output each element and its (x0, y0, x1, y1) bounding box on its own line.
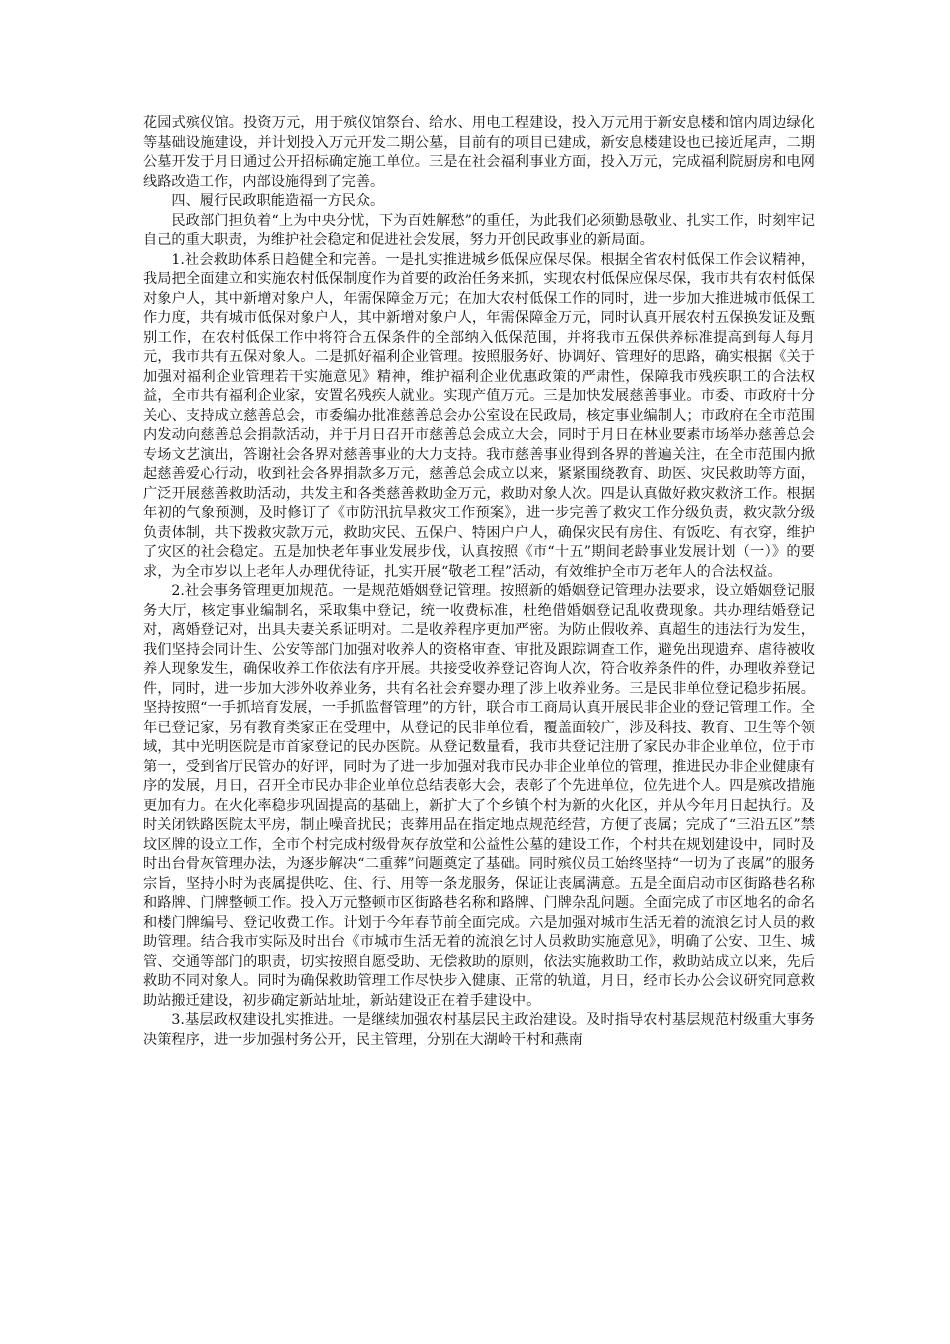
document-page (143, 114, 815, 1050)
paragraph-social-affairs: 2.社会事务管理更加规范。一是规范婚姻登记管理。按照新的婚姻登记管理办法要求，设立婚姻登记服务大厅，核定事业编制名，采取集中登记，统一收费标准，杜绝借婚姻登记乱收费现象。共办理结婚登记对，离婚登记对，出具夫妻关系证明对。二是收养程序更加严密。为防止假收养、真超生的违法行为发生，我们坚持会同计生、公安等部门加强对收养人的资格审查、审批及跟踪调查工作，避免出现遗弃、虐待被收养人现象发生，确保收养工作依法有序开展。共接受收养登记咨询人次，符合收养条件的件，办理收养登记件，同时，进一步加大涉外收养业务，共有名社会弃婴办理了涉上收养业务。三是民非单位登记稳步拓展。坚持按照“一手抓培育发展，一手抓监督管理”的方针，联合市工商局认真开展民非企业的登记管理工作。全年已登记家，另有教育类家正在受理中，从登记的民非单位看，覆盖面较广，涉及科技、教育、卫生等个领域，其中光明医院是市首家登记的民办医院。从登记数量看，我市共登记注册了家民办非企业单位，位于市第一，受到省厅民管办的好评，同时为了进一步加强对我市民办非企业单位的管理，推进民办非企业健康有序的发展，月日，召开全市民办非企业单位总结表彰大会，表彰了个先进单位，位先进个人。四是殡改措施更加有力。在火化率稳步巩固提高的基础上，新扩大了个乡镇个村为新的火化区，并从今年月日起执行。及时关闭铁路医院太平房，制止噪音扰民；丧葬用品在指定地点规范经营，方便了丧属；完成了“三沿五区”禁坟区牌的设立工作，全市个村完成村级骨灰存放堂和公益性公墓的建设工作，个村共在规划建设中，同时及时出台骨灰管理办法，为逐步解决“二重葬”问题奠定了基础。同时殡仪员工始终坚持“一切为了丧属”的服务宗旨，坚持小时为丧属提供吃、住、行、用等一条龙服务，保证让丧属满意。五是全面启动市区街路巷名称和路牌、门牌整顿工作。投入万元整顿市区街路巷名称和路牌、门牌杂乱问题。全面完成了市区地名的命名和楼门牌编号、登记收费工作。计划于今年春节前全面完成。六是加强对城市生活无着的流浪乞讨人员的救助管理。结合我市实际及时出台《市城市生活无着的流浪乞讨人员救助实施意见》，明确了公安、卫生、城管、交通等部门的职责，切实按照自愿受助、无偿救助的原则，依法实施救助工作，救助站成立以来，先后救助不同对象人。同时为确保救助管理工作尽快步入健康、正常的轨道，月日，经市长办公会议研究同意救助站搬迁建设，初步确定新站址址，新站建设正在着手建设中。 (143, 583, 815, 1009)
paragraph-grassroots: 3.基层政权建设扎实推进。一是继续加强农村基层民主政治建设。及时指导农村基层规范村级重大事务决策程序，进一步加强村务公开，民主管理，分别在大湖岭干村和燕南 (143, 1012, 815, 1048)
paragraph-intro: 民政部门担负着“上为中央分忧，下为百姓解愁”的重任，为此我们必须勤恳敬业、扎实工作，时刻牢记自己的重大职责，为维护社会稳定和促进社会发展，努力开创民政事业的新局面。 (143, 212, 815, 248)
section-heading-4: 四、履行民政职能造福一方民众。 (171, 193, 385, 209)
paragraph-social-relief: 1.社会救助体系日趋健全和完善。一是扎实推进城乡低保应保尽保。根据全省农村低保工作会议精神，我局把全面建立和实施农村低保制度作为首要的政治任务来抓，实现农村低保应保尽保，我市共有农村低保对象户人，其中新增对象户人，年需保障金万元；在加大农村低保工作的同时，进一步加大推进城市低保工作力度，共有城市低保对象户人，其中新增对象户人，年需保障金万元，同时认真开展农村五保换发证及甄别工作，在农村低保工作中将符合五保条件的全部纳入低保范围，并将我市五保供养标准提高到每人每月元，我市共有五保对象人。二是抓好福利企业管理。按照服务好、协调好、管理好的思路，确实根据《关于加强对福利企业管理若干实施意见》精神，维护福利企业优惠政策的严肃性，保障我市残疾职工的合法权益，全市共有福利企业家，安置名残疾人就业。实现产值万元。三是加快发展慈善事业。市委、市政府十分关心、支持成立慈善总会，市委编办批准慈善总会办公室设在民政局，核定事业编制人；市政府在全市范围内发动向慈善总会捐款活动，并于月日召开市慈善总会成立大会，同时于月日在林业要素市场举办慈善总会专场文艺演出，答谢社会各界对慈善事业的大力支持。我市慈善事业得到各界的普遍关注，在全市范围内掀起慈善爱心行动，收到社会各界捐款多万元，慈善总会成立以来，紧紧围绕教育、助医、灾民救助等方面，广泛开展慈善救助活动，共发主和各类慈善救助金万元，救助对象人次。四是认真做好救灾救济工作。根据年初的气象预测，及时修订了《市防汛抗旱救灾工作预案》，进一步完善了救灾工作分级负责，救灾款分级负责体制，共下拨救灾款万元，救助灾民、五保户、特困户户人，确保灾民有房住、有饭吃、有衣穿，维护了灾区的社会稳定。五是加快老年事业发展步伐，认真按照《市“十五”期间老龄事业发展计划（一）》的要求，为全市岁以上老年人办理优待证，扎实开展“敬老工程”活动，有效维护全市万老年人的合法权益。 (143, 251, 815, 580)
paragraph-1: 花园式殡仪馆。投资万元，用于殡仪馆祭台、给水、用电工程建设，投入万元用于新安息楼和馆内周边绿化等基础设施建设，并计划投入万元开发二期公墓，目前有的项目已建成，新安息楼建设也已接近尾声，二期公墓开发于月日通过公开招标确定施工单位。三是在社会福利事业方面，投入万元，完成福利院厨房和电网线路改造工作，内部设施得到了完善。 (143, 115, 815, 190)
